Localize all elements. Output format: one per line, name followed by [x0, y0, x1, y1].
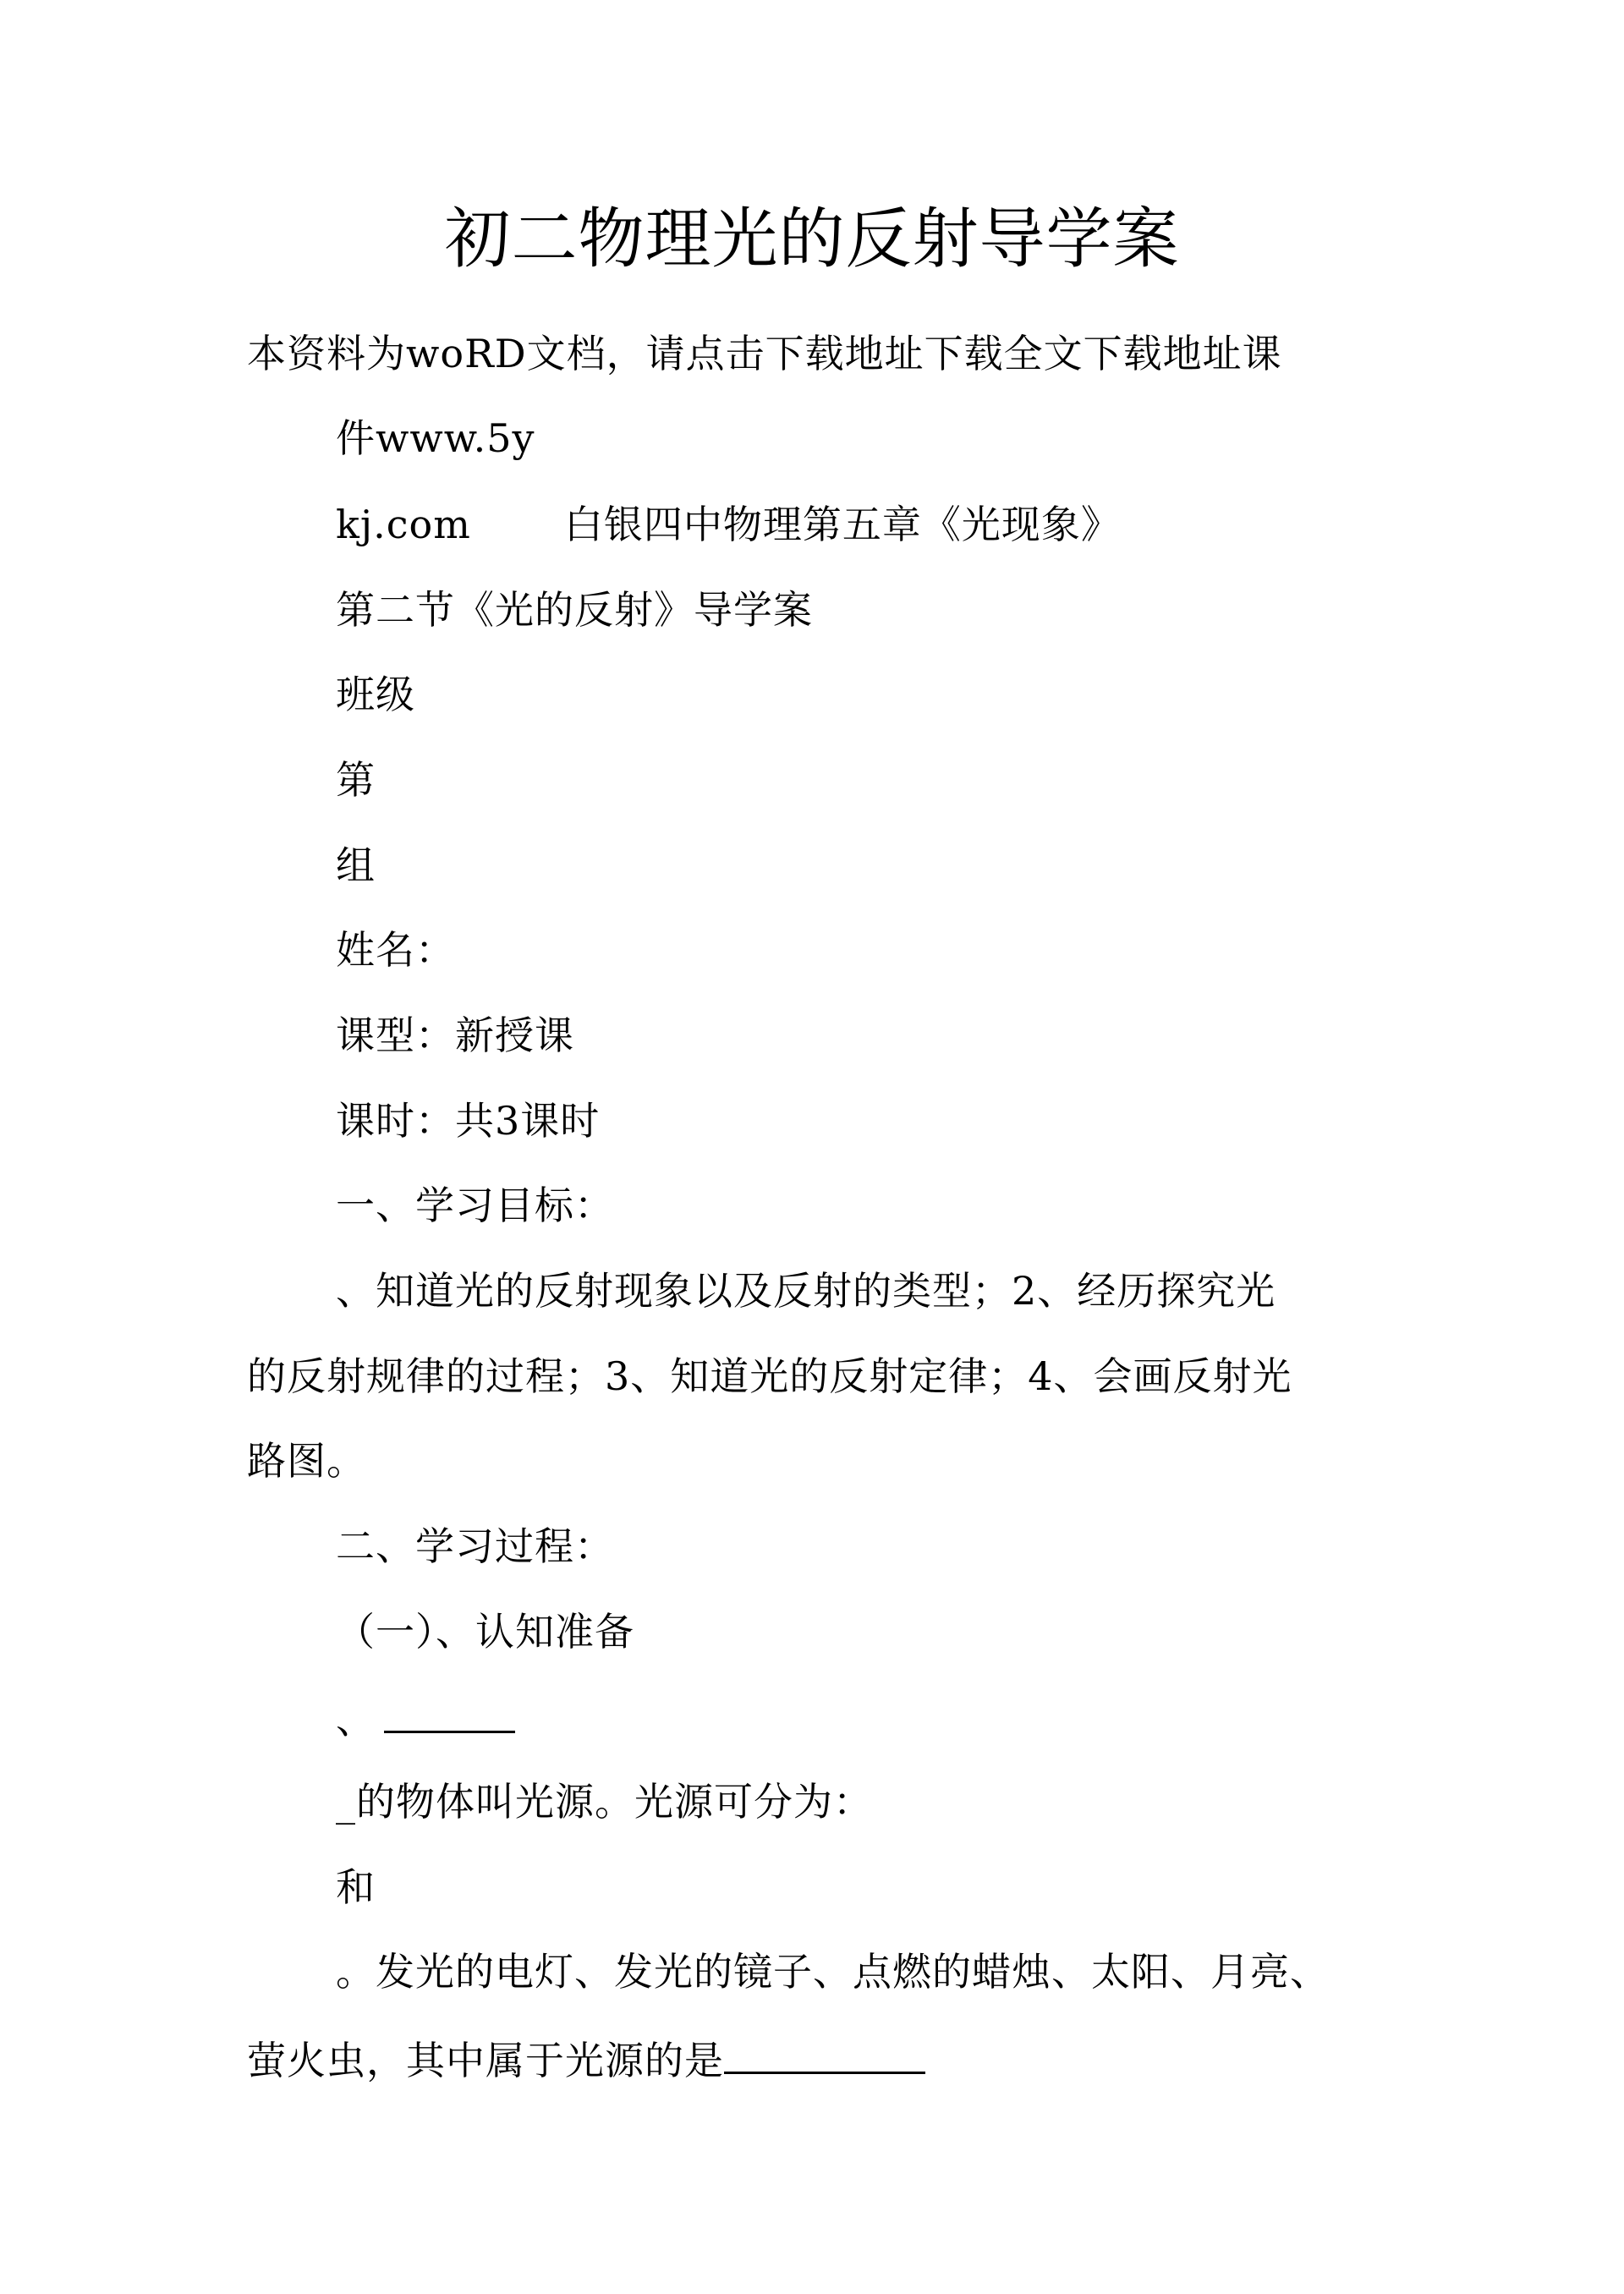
- question-1-examples-text: 萤火虫，其中属于光源的是: [247, 2038, 724, 2083]
- section-title: 第二节《光的反射》导学案: [336, 587, 813, 633]
- process-heading: 二、学习过程：: [336, 1523, 614, 1569]
- lesson-hours: 课时：共3课时: [336, 1098, 601, 1144]
- goals-heading: 一、学习目标：: [336, 1183, 614, 1228]
- group-label-di: 第: [336, 757, 376, 803]
- document-title: 初二物理光的反射导学案: [444, 201, 1180, 277]
- source-line: [336, 495, 1121, 554]
- question-1-line: [336, 1687, 515, 1749]
- prep-heading: （一）、认知准备: [336, 1609, 634, 1655]
- url-tail: kj.com: [336, 502, 471, 547]
- question-1-text: _的物体叫光源。光源可分为：: [336, 1779, 873, 1825]
- question-1-and: 和: [336, 1864, 376, 1910]
- class-label: 班级: [336, 672, 415, 717]
- goals-line-1: 、知道光的反射现象以及反射的类型；2、经历探究光: [336, 1268, 1276, 1314]
- lesson-type: 课型：新授课: [336, 1013, 574, 1058]
- question-1-examples-line-2: [247, 2028, 925, 2090]
- chapter-title: 白银四中物理第五章《光现象》: [563, 502, 1121, 547]
- goals-line-3: 路图。: [247, 1438, 366, 1484]
- question-1-prefix: 、: [336, 1697, 376, 1742]
- answer-blank-1: [384, 1687, 515, 1733]
- intro-line-1: 本资料为woRD文档，请点击下载地址下载全文下载地址课: [247, 331, 1282, 376]
- answer-blank-2: [724, 2028, 925, 2074]
- group-label-zu: 组: [336, 842, 376, 888]
- intro-line-2: 件www.5y: [336, 415, 535, 461]
- name-label: 姓名：: [336, 927, 455, 973]
- question-1-examples-line-1: 。发光的电灯、发光的镜子、点燃的蜡烛、太阳、月亮、: [336, 1949, 1330, 1995]
- goals-line-2: 的反射规律的过程；3、知道光的反射定律；4、会画反射光: [247, 1353, 1292, 1399]
